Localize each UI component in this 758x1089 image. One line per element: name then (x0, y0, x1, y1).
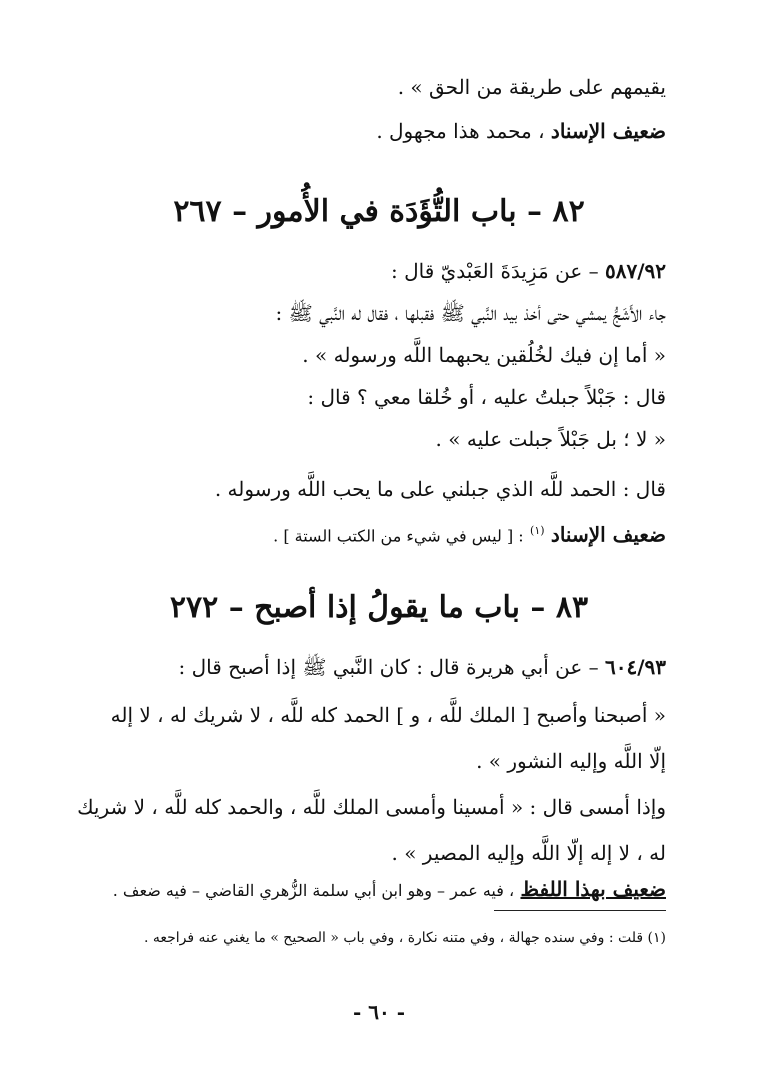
hadith-number: ٦٠٤/٩٣ (604, 655, 666, 679)
grade-label: ضعيف الإسناد (550, 119, 666, 143)
grade-line (92, 516, 666, 552)
grade-text: : [ ليس في شيء من الكتب الستة ] . (273, 526, 524, 546)
footnote-divider (494, 910, 666, 911)
grade-text: ، محمد هذا مجهول . (376, 119, 545, 143)
grade-label: ضعيف الإسناد (550, 522, 666, 547)
text-line: قال : الحمد للَّه الذي جبلني على ما يحب اللَّه ورسوله . (214, 477, 666, 501)
chapter-heading: ٨٢ – باب التُّؤَدَة في الأُمور – ٢٦٧ (173, 194, 585, 229)
text-line: « أما إن فيك لخُلُقين يحبهما اللَّه ورسوله » . (302, 343, 666, 367)
grade-line (92, 116, 666, 146)
text-line: يقيمهم على طريقة من الحق » . (397, 75, 666, 99)
text-line: قال : جَبْلاً جبلتُ عليه ، أو خُلقا معي ؟ قال : (307, 385, 666, 409)
text-line: وإذا أمسى قال : « أمسينا وأمسى الملك للَّه ، والحمد كله للَّه ، لا شريك (77, 795, 666, 819)
hadith-number: ٥٨٧/٩٢ (604, 259, 666, 283)
grade-line (92, 874, 666, 906)
page-number: - ٦٠ - (352, 1000, 405, 1024)
grade-text: ، فيه عمر – وهو ابن أبي سلمة الزُّهري القاضي – فيه ضعف . (112, 881, 515, 900)
hadith-intro-text: – عن مَزِيدَةَ العَبْديّ قال : (390, 259, 599, 283)
grade-label: ضعيف بهذا اللفظ (520, 877, 666, 901)
hadith-intro-text: – عن أبي هريرة قال : كان النَّبي ﷺ إذا أصبح قال : (178, 655, 599, 679)
hadith-intro (92, 652, 666, 682)
text-line: « أصبحنا وأصبح [ الملك للَّه ، و ] الحمد كله للَّه ، لا شريك له ، لا إله (110, 703, 666, 727)
footnote-marker: (١) (530, 524, 545, 537)
text-line: جاء الأَشَجُّ يمشي حتى أخذ بيد النَّبي ﷺ فقبلها ، فقال له النَّبي ﷺ : (275, 301, 666, 325)
hadith-intro (92, 256, 666, 286)
text-line: له ، لا إله إلّا اللَّه وإليه المصير » . (391, 841, 666, 865)
chapter-heading: ٨٣ – باب ما يقولُ إذا أصبح – ٢٧٢ (169, 590, 589, 625)
footnote: (١) قلت : وفي سنده جهالة ، وفي متنه نكارة ، وفي باب « الصحيح » ما يغني عنه فراجعه . (143, 930, 666, 946)
text-line: إلّا اللَّه وإليه النشور » . (476, 749, 666, 773)
text-line: « لا ؛ بل جَبْلاً جبلت عليه » . (435, 427, 666, 451)
